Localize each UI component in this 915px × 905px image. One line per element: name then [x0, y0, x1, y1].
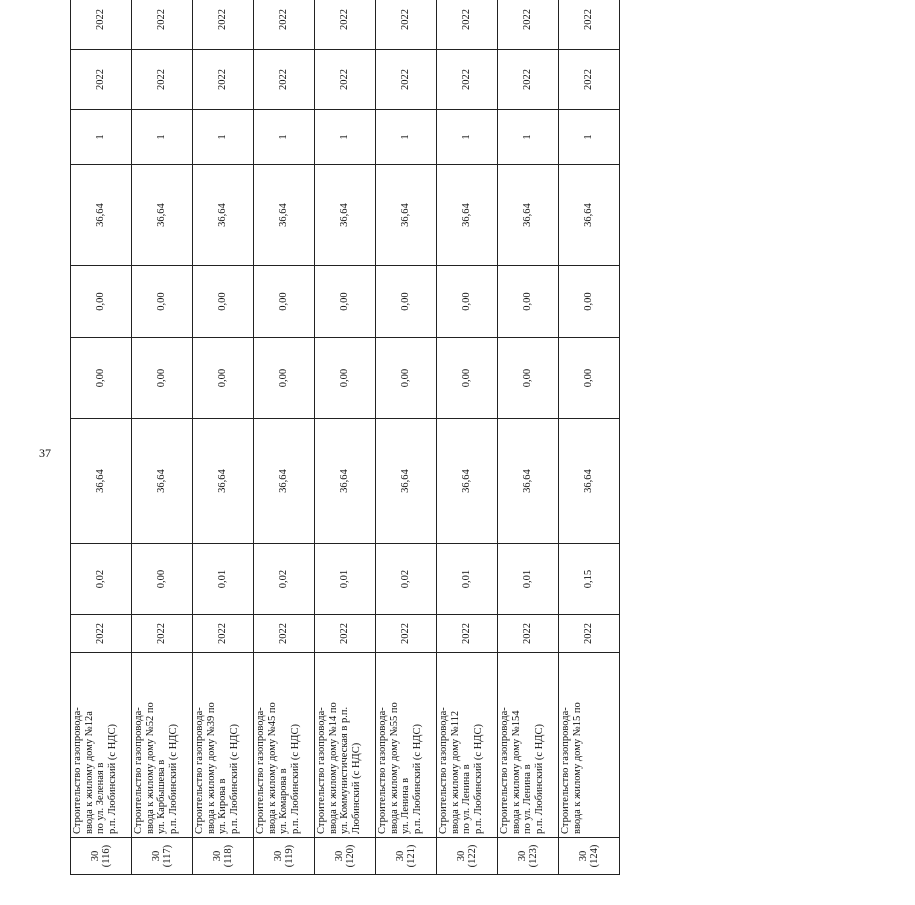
page-number: 37 — [39, 446, 51, 460]
project-name-line: ввода к жилому дому №45 по — [266, 702, 278, 834]
cost-b-cell: 0,00 — [376, 266, 437, 338]
share-cell: 0,02 — [376, 544, 437, 615]
year-cell: 2022 — [193, 615, 254, 653]
project-name-line: Строительство газопровода- — [72, 707, 83, 834]
project-name-line: Строительство газопровода- — [255, 707, 266, 834]
project-name-cell — [498, 653, 559, 838]
cost-a-cell: 0,00 — [193, 338, 254, 419]
row-index-cell — [71, 838, 132, 875]
table-row — [437, 0, 498, 875]
row-subnumber: (118) — [223, 844, 234, 868]
start-year-cell: 2022 — [132, 50, 193, 110]
table-row — [132, 0, 193, 875]
project-name-line: ул. Кирова в — [217, 778, 228, 834]
project-name-line: ул. Комарова в — [278, 768, 289, 834]
project-name-cell — [437, 653, 498, 838]
share-cell: 0,01 — [498, 544, 559, 615]
year-cell: 2022 — [376, 615, 437, 653]
project-name-line: по ул. Ленина в — [461, 764, 472, 834]
start-year-cell: 2022 — [376, 50, 437, 110]
project-name-line: ул. Коммунистическая в р.п. — [339, 706, 350, 834]
project-name-line: ввода к жилому дому №55 по — [388, 702, 400, 834]
count-cell: 1 — [498, 110, 559, 165]
end-year-cell: 2022 — [132, 0, 193, 50]
row-subnumber: (122) — [467, 844, 478, 868]
project-name-line: р.п. Любинский (с НДС) — [106, 724, 118, 834]
share-cell: 0,02 — [254, 544, 315, 615]
cost-total-cell: 36,64 — [376, 165, 437, 266]
cost-cell: 36,64 — [437, 419, 498, 544]
row-index-cell — [376, 838, 437, 875]
project-name-line: Строительство газопровода- — [194, 707, 205, 834]
project-name-line: Строительство газопровода- — [316, 707, 327, 834]
cost-total-cell: 36,64 — [132, 165, 193, 266]
project-name-line: р.п. Любинский (с НДС) — [472, 724, 484, 834]
start-year-cell: 2022 — [498, 50, 559, 110]
row-index-cell — [559, 838, 620, 875]
project-name-line: ввода к жилому дому №52 по — [144, 702, 156, 834]
project-name-line: ул. Ленина в — [400, 777, 411, 834]
row-number: 30 — [394, 850, 406, 862]
start-year-cell: 2022 — [437, 50, 498, 110]
end-year-cell: 2022 — [315, 0, 376, 50]
cost-a-cell: 0,00 — [71, 338, 132, 419]
cost-a-cell: 0,00 — [315, 338, 376, 419]
cost-cell: 36,64 — [315, 419, 376, 544]
year-cell: 2022 — [315, 615, 376, 653]
table-row — [193, 0, 254, 875]
project-name-line: Любинский (с НДС) — [350, 742, 362, 834]
cost-a-cell: 0,00 — [132, 338, 193, 419]
year-cell: 2022 — [132, 615, 193, 653]
cost-b-cell: 0,00 — [132, 266, 193, 338]
count-cell: 1 — [376, 110, 437, 165]
row-number: 30 — [272, 850, 284, 862]
project-name-line: ввода к жилому дому №112 — [449, 710, 461, 834]
project-name-line: Строительство газопровода- — [377, 707, 388, 834]
start-year-cell: 2022 — [559, 50, 620, 110]
cost-a-cell: 0,00 — [559, 338, 620, 419]
project-name-line: р.п. Любинский (с НДС) — [533, 724, 545, 834]
cost-total-cell: 36,64 — [71, 165, 132, 266]
project-name-line: ввода к жилому дому №154 — [510, 710, 522, 834]
project-name-line: ввода к жилому дому №12а — [83, 711, 95, 834]
row-index-cell — [437, 838, 498, 875]
cost-b-cell: 0,00 — [437, 266, 498, 338]
project-name-line: Строительство газопровода- — [133, 707, 144, 834]
row-index-cell — [498, 838, 559, 875]
cost-a-cell: 0,00 — [254, 338, 315, 419]
table-row — [254, 0, 315, 875]
project-name-cell — [193, 653, 254, 838]
project-name-line: Строительство газопровода- — [499, 707, 510, 834]
year-cell: 2022 — [71, 615, 132, 653]
rotated-sheet — [70, 9, 600, 875]
share-cell: 0,01 — [193, 544, 254, 615]
cost-cell: 36,64 — [132, 419, 193, 544]
share-cell: 0,00 — [132, 544, 193, 615]
cost-total-cell: 36,64 — [254, 165, 315, 266]
project-name-line: ввода к жилому дому №15 по — [571, 702, 583, 834]
count-cell: 1 — [559, 110, 620, 165]
row-number: 30 — [89, 850, 101, 862]
cost-cell: 36,64 — [498, 419, 559, 544]
row-index-cell — [132, 838, 193, 875]
count-cell: 1 — [132, 110, 193, 165]
project-name-line: ул. Карбышева в — [156, 759, 167, 834]
project-name-cell — [559, 653, 620, 838]
cost-total-cell: 36,64 — [559, 165, 620, 266]
project-name-line: р.п. Любинский (с НДС) — [228, 724, 240, 834]
cost-b-cell: 0,00 — [559, 266, 620, 338]
end-year-cell: 2022 — [254, 0, 315, 50]
row-subnumber: (121) — [406, 844, 417, 868]
year-cell: 2022 — [254, 615, 315, 653]
cost-total-cell: 36,64 — [315, 165, 376, 266]
share-cell: 0,01 — [315, 544, 376, 615]
share-cell: 0,01 — [437, 544, 498, 615]
project-name-line: Строительство газопровода- — [438, 707, 449, 834]
row-number: 30 — [211, 850, 223, 862]
row-index-cell — [315, 838, 376, 875]
cost-b-cell: 0,00 — [315, 266, 376, 338]
project-name-cell — [315, 653, 376, 838]
end-year-cell: 2022 — [437, 0, 498, 50]
end-year-cell: 2022 — [559, 0, 620, 50]
cost-b-cell: 0,00 — [193, 266, 254, 338]
cost-a-cell: 0,00 — [498, 338, 559, 419]
project-name-cell — [71, 653, 132, 838]
count-cell: 1 — [193, 110, 254, 165]
row-index-cell — [193, 838, 254, 875]
year-cell: 2022 — [498, 615, 559, 653]
row-number: 30 — [516, 850, 528, 862]
project-name-line: Строительство газопровода- — [560, 707, 571, 834]
start-year-cell: 2022 — [193, 50, 254, 110]
cost-total-cell: 36,64 — [498, 165, 559, 266]
cost-a-cell: 0,00 — [437, 338, 498, 419]
table-row — [559, 0, 620, 875]
row-number: 30 — [577, 850, 589, 862]
cost-a-cell: 0,00 — [376, 338, 437, 419]
table-row — [71, 0, 132, 875]
project-name-cell — [254, 653, 315, 838]
table-row — [315, 0, 376, 875]
cost-cell: 36,64 — [559, 419, 620, 544]
cost-b-cell: 0,00 — [71, 266, 132, 338]
row-number: 30 — [150, 850, 162, 862]
row-subnumber: (117) — [162, 844, 173, 868]
row-number: 30 — [333, 850, 345, 862]
investment-table — [70, 0, 620, 875]
project-name-line: по ул. Зеленая в — [95, 762, 106, 834]
cost-total-cell: 36,64 — [193, 165, 254, 266]
table-row — [376, 0, 437, 875]
table-viewport — [70, 9, 915, 868]
cost-cell: 36,64 — [71, 419, 132, 544]
year-cell: 2022 — [559, 615, 620, 653]
row-subnumber: (116) — [101, 844, 112, 868]
project-name-cell — [376, 653, 437, 838]
row-index-cell — [254, 838, 315, 875]
cost-cell: 36,64 — [193, 419, 254, 544]
cost-cell: 36,64 — [376, 419, 437, 544]
table-row — [498, 0, 559, 875]
share-cell: 0,15 — [559, 544, 620, 615]
cost-total-cell: 36,64 — [437, 165, 498, 266]
cost-b-cell: 0,00 — [498, 266, 559, 338]
count-cell: 1 — [315, 110, 376, 165]
row-subnumber: (123) — [528, 844, 539, 868]
project-name-line: р.п. Любинский (с НДС) — [289, 724, 301, 834]
year-cell: 2022 — [437, 615, 498, 653]
count-cell: 1 — [437, 110, 498, 165]
row-subnumber: (119) — [284, 844, 295, 868]
project-name-line: ввода к жилому дому №14 по — [327, 702, 339, 834]
row-number: 30 — [455, 850, 467, 862]
end-year-cell: 2022 — [193, 0, 254, 50]
project-name-line: по ул. Ленина в — [522, 764, 533, 834]
end-year-cell: 2022 — [498, 0, 559, 50]
project-name-line: р.п. Любинский (с НДС) — [411, 724, 423, 834]
start-year-cell: 2022 — [315, 50, 376, 110]
project-name-cell — [132, 653, 193, 838]
end-year-cell: 2022 — [71, 0, 132, 50]
cost-b-cell: 0,00 — [254, 266, 315, 338]
row-subnumber: (120) — [345, 844, 356, 868]
project-name-line: ввода к жилому дому №39 по — [205, 702, 217, 834]
cost-cell: 36,64 — [254, 419, 315, 544]
count-cell: 1 — [254, 110, 315, 165]
start-year-cell: 2022 — [254, 50, 315, 110]
row-subnumber: (124) — [589, 844, 600, 868]
end-year-cell: 2022 — [376, 0, 437, 50]
project-name-line: р.п. Любинский (с НДС) — [167, 724, 179, 834]
count-cell: 1 — [71, 110, 132, 165]
start-year-cell: 2022 — [71, 50, 132, 110]
share-cell: 0,02 — [71, 544, 132, 615]
